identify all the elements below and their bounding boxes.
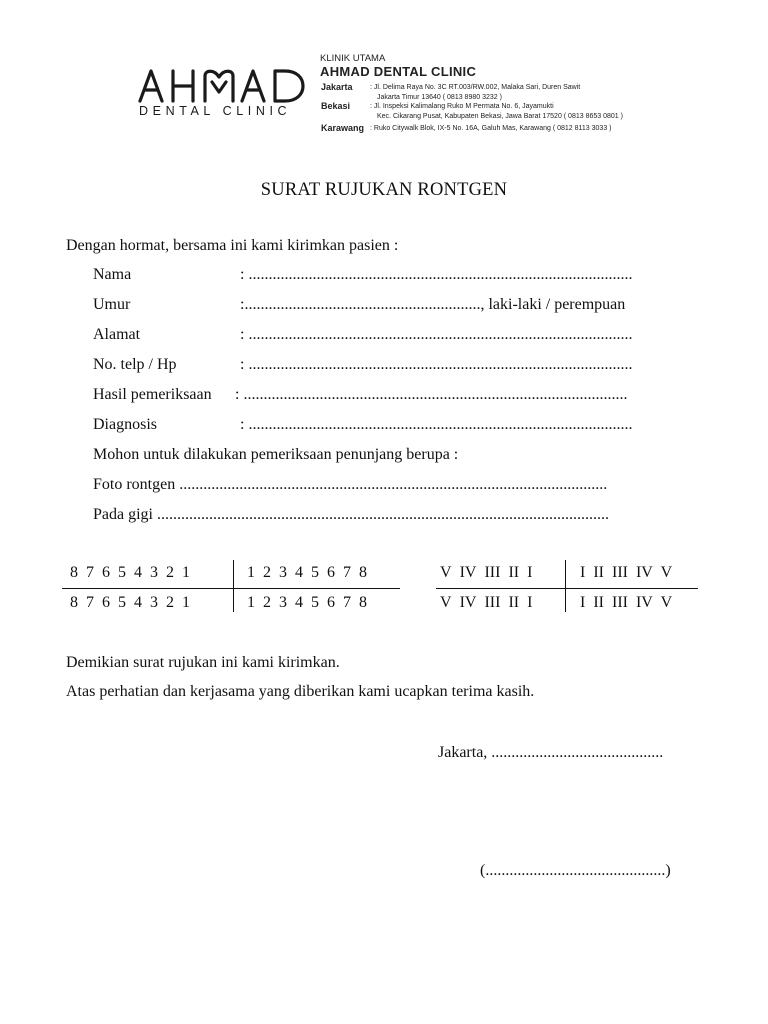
tooth-number[interactable]: 2 [166,594,174,611]
tooth-number[interactable]: 3 [279,594,287,611]
tooth-number[interactable]: 4 [134,564,142,581]
tooth-number[interactable]: 6 [102,594,110,611]
tooth-number[interactable]: 6 [327,564,335,581]
tooth-number[interactable]: 8 [70,564,78,581]
tooth-number[interactable]: 1 [247,564,255,581]
clinic-type: KLINIK UTAMA [320,53,386,64]
permanent-horizontal-line [62,588,400,589]
field-label-umur: Umur [93,296,131,313]
deciduous-lower-right [580,594,672,612]
tooth-number[interactable]: 5 [118,594,126,611]
tooth-number[interactable]: 4 [295,564,303,581]
tooth-numeral[interactable]: II [508,594,520,611]
deciduous-lower-left [440,594,532,612]
field-value-hasil[interactable]: : ................................................................................................ [235,386,628,403]
branch-city-bekasi: Bekasi [321,101,351,111]
tooth-numeral[interactable]: I [580,594,586,611]
request-text: Mohon untuk dilakukan pemeriksaan penunjang berupa : [93,446,459,463]
field-value-alamat[interactable]: : ................................................................................................ [240,326,633,343]
branch-city-karawang: Karawang [321,123,365,133]
tooth-number[interactable]: 6 [102,564,110,581]
branch-city-jakarta: Jakarta [321,82,353,92]
tooth-number[interactable]: 8 [359,564,367,581]
field-value-diagnosis[interactable]: : ................................................................................................ [240,416,633,433]
tooth-number[interactable]: 7 [86,594,94,611]
permanent-upper-right [247,564,367,582]
tooth-number[interactable]: 2 [166,564,174,581]
document-title: SURAT RUJUKAN RONTGEN [260,180,508,200]
branch-address-karawang-1: : Ruko Citywalk Blok, IX-5 No. 16A, Galuh Mas, Karawang ( 0812 8113 3033 ) [370,125,612,132]
tooth-numeral[interactable]: V [440,594,452,611]
field-label-alamat: Alamat [93,326,141,343]
branch-address-bekasi-1: : Jl. Inspeksi Kalimalang Ruko M Permata No. 6, Jayamukti [370,103,554,110]
tooth-number[interactable]: 3 [279,564,287,581]
tooth-numeral[interactable]: V [440,564,452,581]
place-date[interactable]: Jakarta, ........................................... [438,744,664,761]
tooth-number[interactable]: 7 [343,594,351,611]
tooth-numeral[interactable]: I [527,594,533,611]
field-value-umur[interactable]: :..........................................................., laki-laki / perempuan [240,296,626,313]
permanent-upper-left [70,564,190,582]
permanent-lower-right [247,594,367,612]
tooth-number[interactable]: 1 [182,564,190,581]
field-label-hasil: Hasil pemeriksaan [93,386,212,403]
tooth-number[interactable]: 5 [311,564,319,581]
foto-rontgen-line[interactable]: Foto rontgen ........................................................................................................... [93,476,608,493]
field-label-telp: No. telp / Hp [93,356,177,373]
intro-text: Dengan hormat, bersama ini kami kirimkan pasien : [66,237,399,254]
field-label-nama: Nama [93,266,132,283]
tooth-numeral[interactable]: I [580,564,586,581]
deciduous-upper-right [580,564,672,582]
tooth-number[interactable]: 5 [118,564,126,581]
tooth-numeral[interactable]: III [484,594,501,611]
branch-address-jakarta-2: Jakarta Timur 13640 ( 0813 8980 3232 ) [377,94,502,101]
logo-mark-icon [137,68,307,104]
tooth-numeral[interactable]: IV [459,564,477,581]
tooth-number[interactable]: 2 [263,564,271,581]
permanent-vertical-line [233,560,234,612]
tooth-numeral[interactable]: V [660,564,673,581]
tooth-number[interactable]: 8 [70,594,78,611]
tooth-number[interactable]: 4 [295,594,303,611]
tooth-number[interactable]: 3 [150,594,158,611]
tooth-numeral[interactable]: V [660,594,673,611]
tooth-number[interactable]: 7 [86,564,94,581]
closing-line-2: Atas perhatian dan kerjasama yang diberikan kami ucapkan terima kasih. [66,683,535,700]
tooth-numeral[interactable]: III [611,594,628,611]
tooth-number[interactable]: 3 [150,564,158,581]
deciduous-horizontal-line [436,588,698,589]
tooth-numeral[interactable]: II [508,564,520,581]
permanent-lower-left [70,594,190,612]
closing-line-1: Demikian surat rujukan ini kami kirimkan. [66,654,340,671]
tooth-number[interactable]: 5 [311,594,319,611]
signature-line[interactable]: (.............................................) [480,862,671,879]
pada-gigi-line[interactable]: Pada gigi ................................................................................................................. [93,506,609,523]
tooth-numeral[interactable]: III [611,564,628,581]
field-value-telp[interactable]: : ................................................................................................ [240,356,633,373]
tooth-numeral[interactable]: II [593,564,604,581]
tooth-number[interactable]: 4 [134,594,142,611]
branch-address-bekasi-2: Kec. Cikarang Pusat, Kabupaten Bekasi, Jawa Barat 17520 ( 0813 8653 0801 ) [377,113,623,120]
tooth-numeral[interactable]: IV [635,594,653,611]
tooth-numeral[interactable]: I [527,564,533,581]
tooth-number[interactable]: 7 [343,564,351,581]
tooth-numeral[interactable]: II [593,594,604,611]
deciduous-vertical-line [565,560,566,612]
tooth-number[interactable]: 1 [247,594,255,611]
tooth-number[interactable]: 6 [327,594,335,611]
tooth-numeral[interactable]: IV [635,564,653,581]
tooth-number[interactable]: 2 [263,594,271,611]
branch-address-jakarta-1: : Jl. Delima Raya No. 3C RT.003/RW.002, Malaka Sari, Duren Sawit [370,84,581,91]
logo-subtext: DENTAL CLINIC [139,104,292,118]
field-value-nama[interactable]: : ................................................................................................ [240,266,633,283]
tooth-number[interactable]: 1 [182,594,190,611]
clinic-name: AHMAD DENTAL CLINIC [320,64,477,79]
tooth-numeral[interactable]: IV [459,594,477,611]
tooth-numeral[interactable]: III [484,564,501,581]
deciduous-upper-left [440,564,532,582]
field-label-diagnosis: Diagnosis [93,416,157,433]
tooth-number[interactable]: 8 [359,594,367,611]
